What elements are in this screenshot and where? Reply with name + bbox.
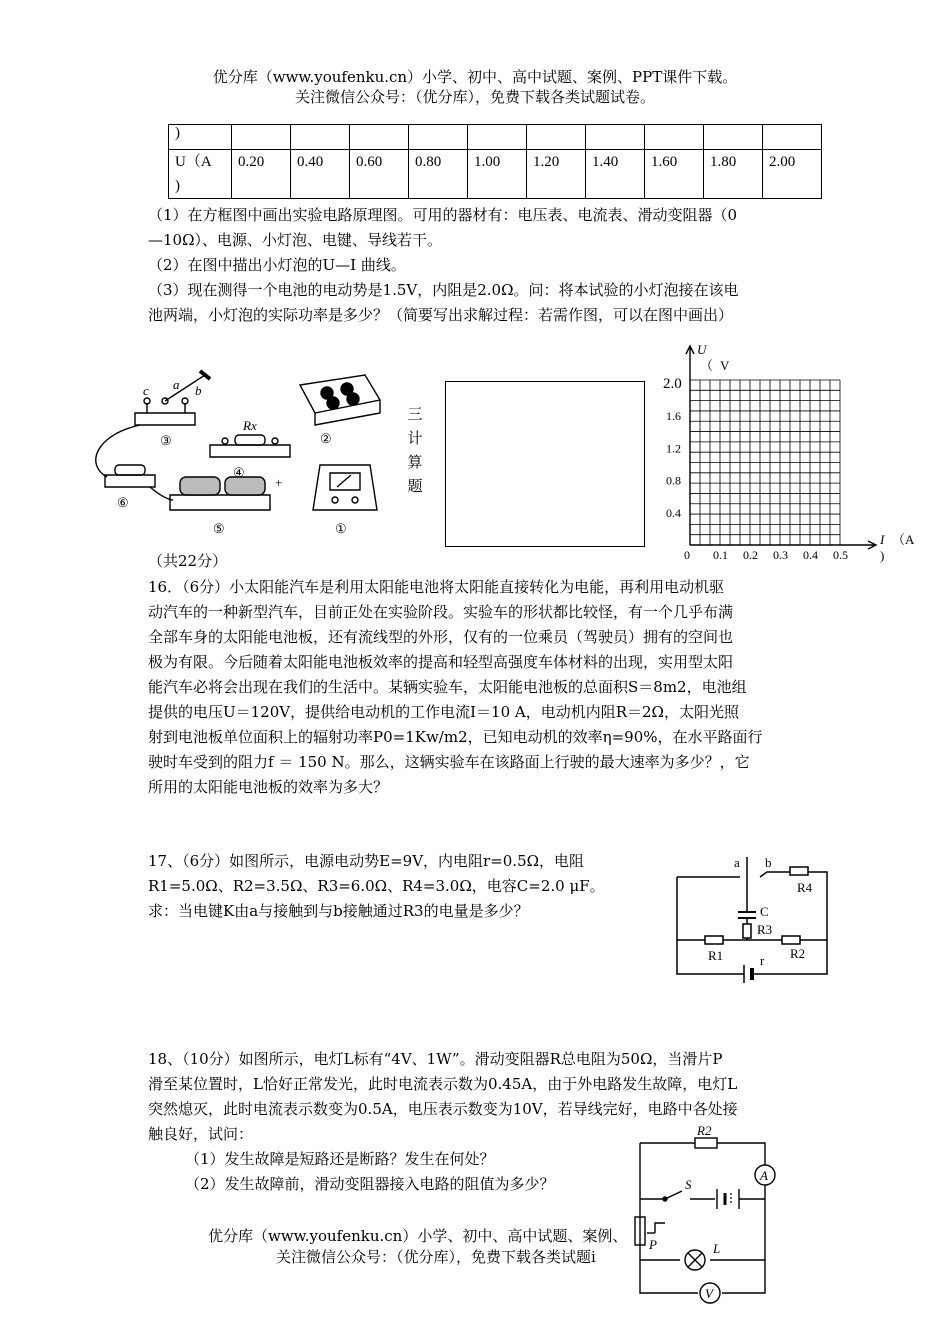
- y-tick-label: 1.6: [666, 409, 681, 424]
- table-cell: 0.80: [409, 150, 468, 199]
- table-cell: [409, 125, 468, 150]
- q17-line: 17、（6分）如图所示，电源电动势E=9V，内电阻r=0.5Ω，电阻: [148, 852, 585, 870]
- u-head-tail: ): [175, 178, 180, 194]
- apparatus-label-plus: +: [275, 475, 283, 490]
- table-cell: ): [169, 125, 232, 150]
- apparatus-label-a: a: [173, 377, 180, 392]
- y-axis-unit: V: [720, 358, 730, 373]
- table-cell: 0.40: [291, 150, 350, 199]
- x-axis-label: I: [880, 532, 885, 547]
- table-row: [169, 125, 822, 150]
- table-cell: [763, 125, 822, 150]
- table-cell: [704, 125, 763, 150]
- q17-label-a: a: [734, 855, 740, 870]
- side-vertical-text: [406, 402, 424, 498]
- y-axis-label: U: [697, 342, 707, 357]
- x-tick-label: 0.1: [713, 548, 728, 562]
- q15-part1a: （1）在方框图中画出实验电路原理图。可用的器材有：电压表、电流表、滑动变阻器（0: [148, 206, 738, 224]
- q17-line: 求：当电键K由a与接触到与b接触通过R3的电量是多少？: [148, 902, 529, 920]
- table-row: [169, 150, 822, 199]
- q18-line: 滑至某位置时，L恰好正常发光，此时电流表示数为0.45A，由于外电路发生故障，电灯L: [148, 1075, 738, 1093]
- q17-label-r2: R2: [790, 946, 806, 961]
- y-tick-label: 2.0: [663, 376, 682, 392]
- q18-label-l: L: [713, 1241, 721, 1256]
- section-note: （共22分）: [148, 552, 228, 570]
- q17-label-r3: R3: [757, 922, 773, 937]
- y-tick-label: 0.8: [666, 473, 681, 488]
- circuit-drawing-box: [445, 381, 645, 547]
- x-axis-unit-close: ): [880, 548, 885, 563]
- header-line-1: 优分库（www.youfenku.cn）小学、初中、高中试题、案例、PPT课件下载。: [212, 68, 738, 86]
- apparatus-label-b: b: [195, 383, 202, 398]
- apparatus-label-4: ④: [233, 465, 245, 480]
- q15-part1b: —10Ω）、电源、小灯泡、电键、导线若干。: [148, 231, 443, 249]
- q18-line: 突然熄灭，此时电流表示数变为0.5A，电压表示数变为10V，若导线完好，电路中各处接: [148, 1100, 738, 1118]
- q15-part3a: （3）现在测得一个电池的电动势是1.5V，内阻是2.0Ω。问：将本试验的小灯泡接在该电: [148, 281, 739, 299]
- y-axis-unit-open: （: [700, 358, 714, 373]
- table-cell-u-head: [169, 150, 232, 199]
- footer-line-2: 关注微信公众号：（优分库），免费下载各类试题i: [276, 1248, 596, 1266]
- footer-line-1: 优分库（www.youfenku.cn）小学、初中、高中试题、案例、: [208, 1227, 628, 1245]
- apparatus-label-5: ⑤: [213, 521, 225, 536]
- table-cell: [468, 125, 527, 150]
- side-char: 三: [407, 405, 423, 423]
- apparatus-label-2: ②: [320, 431, 332, 446]
- table-cell: 0.60: [350, 150, 409, 199]
- apparatus-label-rx: Rx: [243, 418, 257, 433]
- q17-label-c: C: [760, 904, 769, 919]
- table-cell: 1.40: [586, 150, 645, 199]
- q16-line: 16．（6分）小太阳能汽车是利用太阳能电池将太阳能直接转化为电能，再利用电动机驱: [148, 578, 725, 596]
- u-head-text: U（A: [175, 154, 212, 170]
- apparatus-label-6: ⑥: [117, 495, 129, 510]
- q16-line: 极为有限。今后随着太阳能电池板效率的提高和轻型高强度车体材料的出现，实用型太阳: [148, 653, 734, 671]
- apparatus-illustration: [95, 365, 395, 550]
- table-cell: [645, 125, 704, 150]
- x-tick-label: 0.2: [743, 548, 758, 562]
- q17-label-b: b: [765, 855, 772, 870]
- q18-sub2: （2）发生故障前，滑动变阻器接入电路的阻值为多少？: [185, 1175, 555, 1193]
- q18-label-p: P: [649, 1237, 657, 1252]
- side-char: 计: [407, 429, 423, 447]
- x-tick-label: 0.4: [803, 548, 818, 562]
- y-tick-label: 0.4: [666, 505, 681, 520]
- q18-label-v: V: [705, 1286, 713, 1301]
- q16-line: 驶时车受到的阻力f ＝ 150 N。那么，这辆实验车在该路面上行驶的最大速率为多少？，它: [148, 753, 750, 771]
- header-line-2: 关注微信公众号：（优分库），免费下载各类试题试卷。: [294, 88, 655, 106]
- q18-label-a: A: [760, 1168, 768, 1183]
- q17-line: R1=5.0Ω、R2=3.5Ω、R3=6.0Ω、R4=3.0Ω，电容C=2.0 μF。: [148, 877, 605, 895]
- table-cell: 2.00: [763, 150, 822, 199]
- x-axis-unit: （A: [892, 532, 915, 547]
- table-cell: 0.20: [232, 150, 291, 199]
- q16-line: 提供的电压U＝120V，提供给电动机的工作电流I＝10 A，电动机内阻R＝2Ω，太阳光照: [148, 703, 739, 721]
- table-cell: 1.20: [527, 150, 586, 199]
- q15-part3b: 池两端，小灯泡的实际功率是多少？（简要写出求解过程：若需作图，可以在图中画出）: [148, 306, 734, 324]
- apparatus-label-c: c: [143, 383, 149, 398]
- table-cell: [350, 125, 409, 150]
- q18-line: 触良好，试问：: [148, 1125, 254, 1143]
- q18-circuit-diagram: [635, 1125, 785, 1310]
- table-cell: [232, 125, 291, 150]
- q17-circuit-diagram: [672, 852, 832, 987]
- table-cell: [527, 125, 586, 150]
- q17-label-r1: R1: [708, 948, 724, 963]
- q16-line: 射到电池板单位面积上的辐射功率P0=1Kw/m2，已知电动机的效率η=90%，在水平路面行: [148, 728, 763, 746]
- side-char: 题: [407, 477, 423, 495]
- side-char: 算: [407, 453, 423, 471]
- x-tick-label: 0.5: [833, 548, 848, 562]
- q16-line: 能汽车必将会出现在我们的生活中。某辆实验车，太阳能电池板的总面积S＝8m2，电池组: [148, 678, 747, 696]
- table-cell: [586, 125, 645, 150]
- table-cell: 1.00: [468, 150, 527, 199]
- x-tick-label: 0.3: [773, 548, 788, 562]
- q17-label-r4: R4: [797, 880, 813, 895]
- table-cell: [291, 125, 350, 150]
- q15-part2: （2）在图中描出小灯泡的U—I 曲线。: [148, 256, 406, 274]
- q18-sub1: （1）发生故障是短路还是断路？发生在何处？: [185, 1150, 495, 1168]
- y-tick-label: 1.2: [666, 441, 681, 456]
- q16-line: 动汽车的一种新型汽车，目前正处在实验阶段。实验车的形状都比较怪，有一个几乎布满: [148, 603, 734, 621]
- q18-line: 18、（10分）如图所示，电灯L标有“4V、1W”。滑动变阻器R总电阻为50Ω，当滑片P: [148, 1050, 723, 1068]
- q16-line: 所用的太阳能电池板的效率为多大？: [148, 778, 389, 796]
- table-cell: 1.60: [645, 150, 704, 199]
- data-table: [168, 124, 822, 199]
- x-tick-label: 0: [684, 548, 690, 562]
- q16-line: 全部车身的太阳能电池板，还有流线型的外形，仅有的一位乘员（驾驶员）拥有的空间也: [148, 628, 734, 646]
- apparatus-label-1: ①: [335, 521, 347, 536]
- table-cell: 1.80: [704, 150, 763, 199]
- q18-label-s: S: [685, 1177, 692, 1192]
- q18-label-r2: R2: [697, 1123, 712, 1138]
- ui-graph: [660, 340, 930, 570]
- apparatus-label-3: ③: [160, 433, 172, 448]
- q17-label-r: r: [760, 953, 765, 968]
